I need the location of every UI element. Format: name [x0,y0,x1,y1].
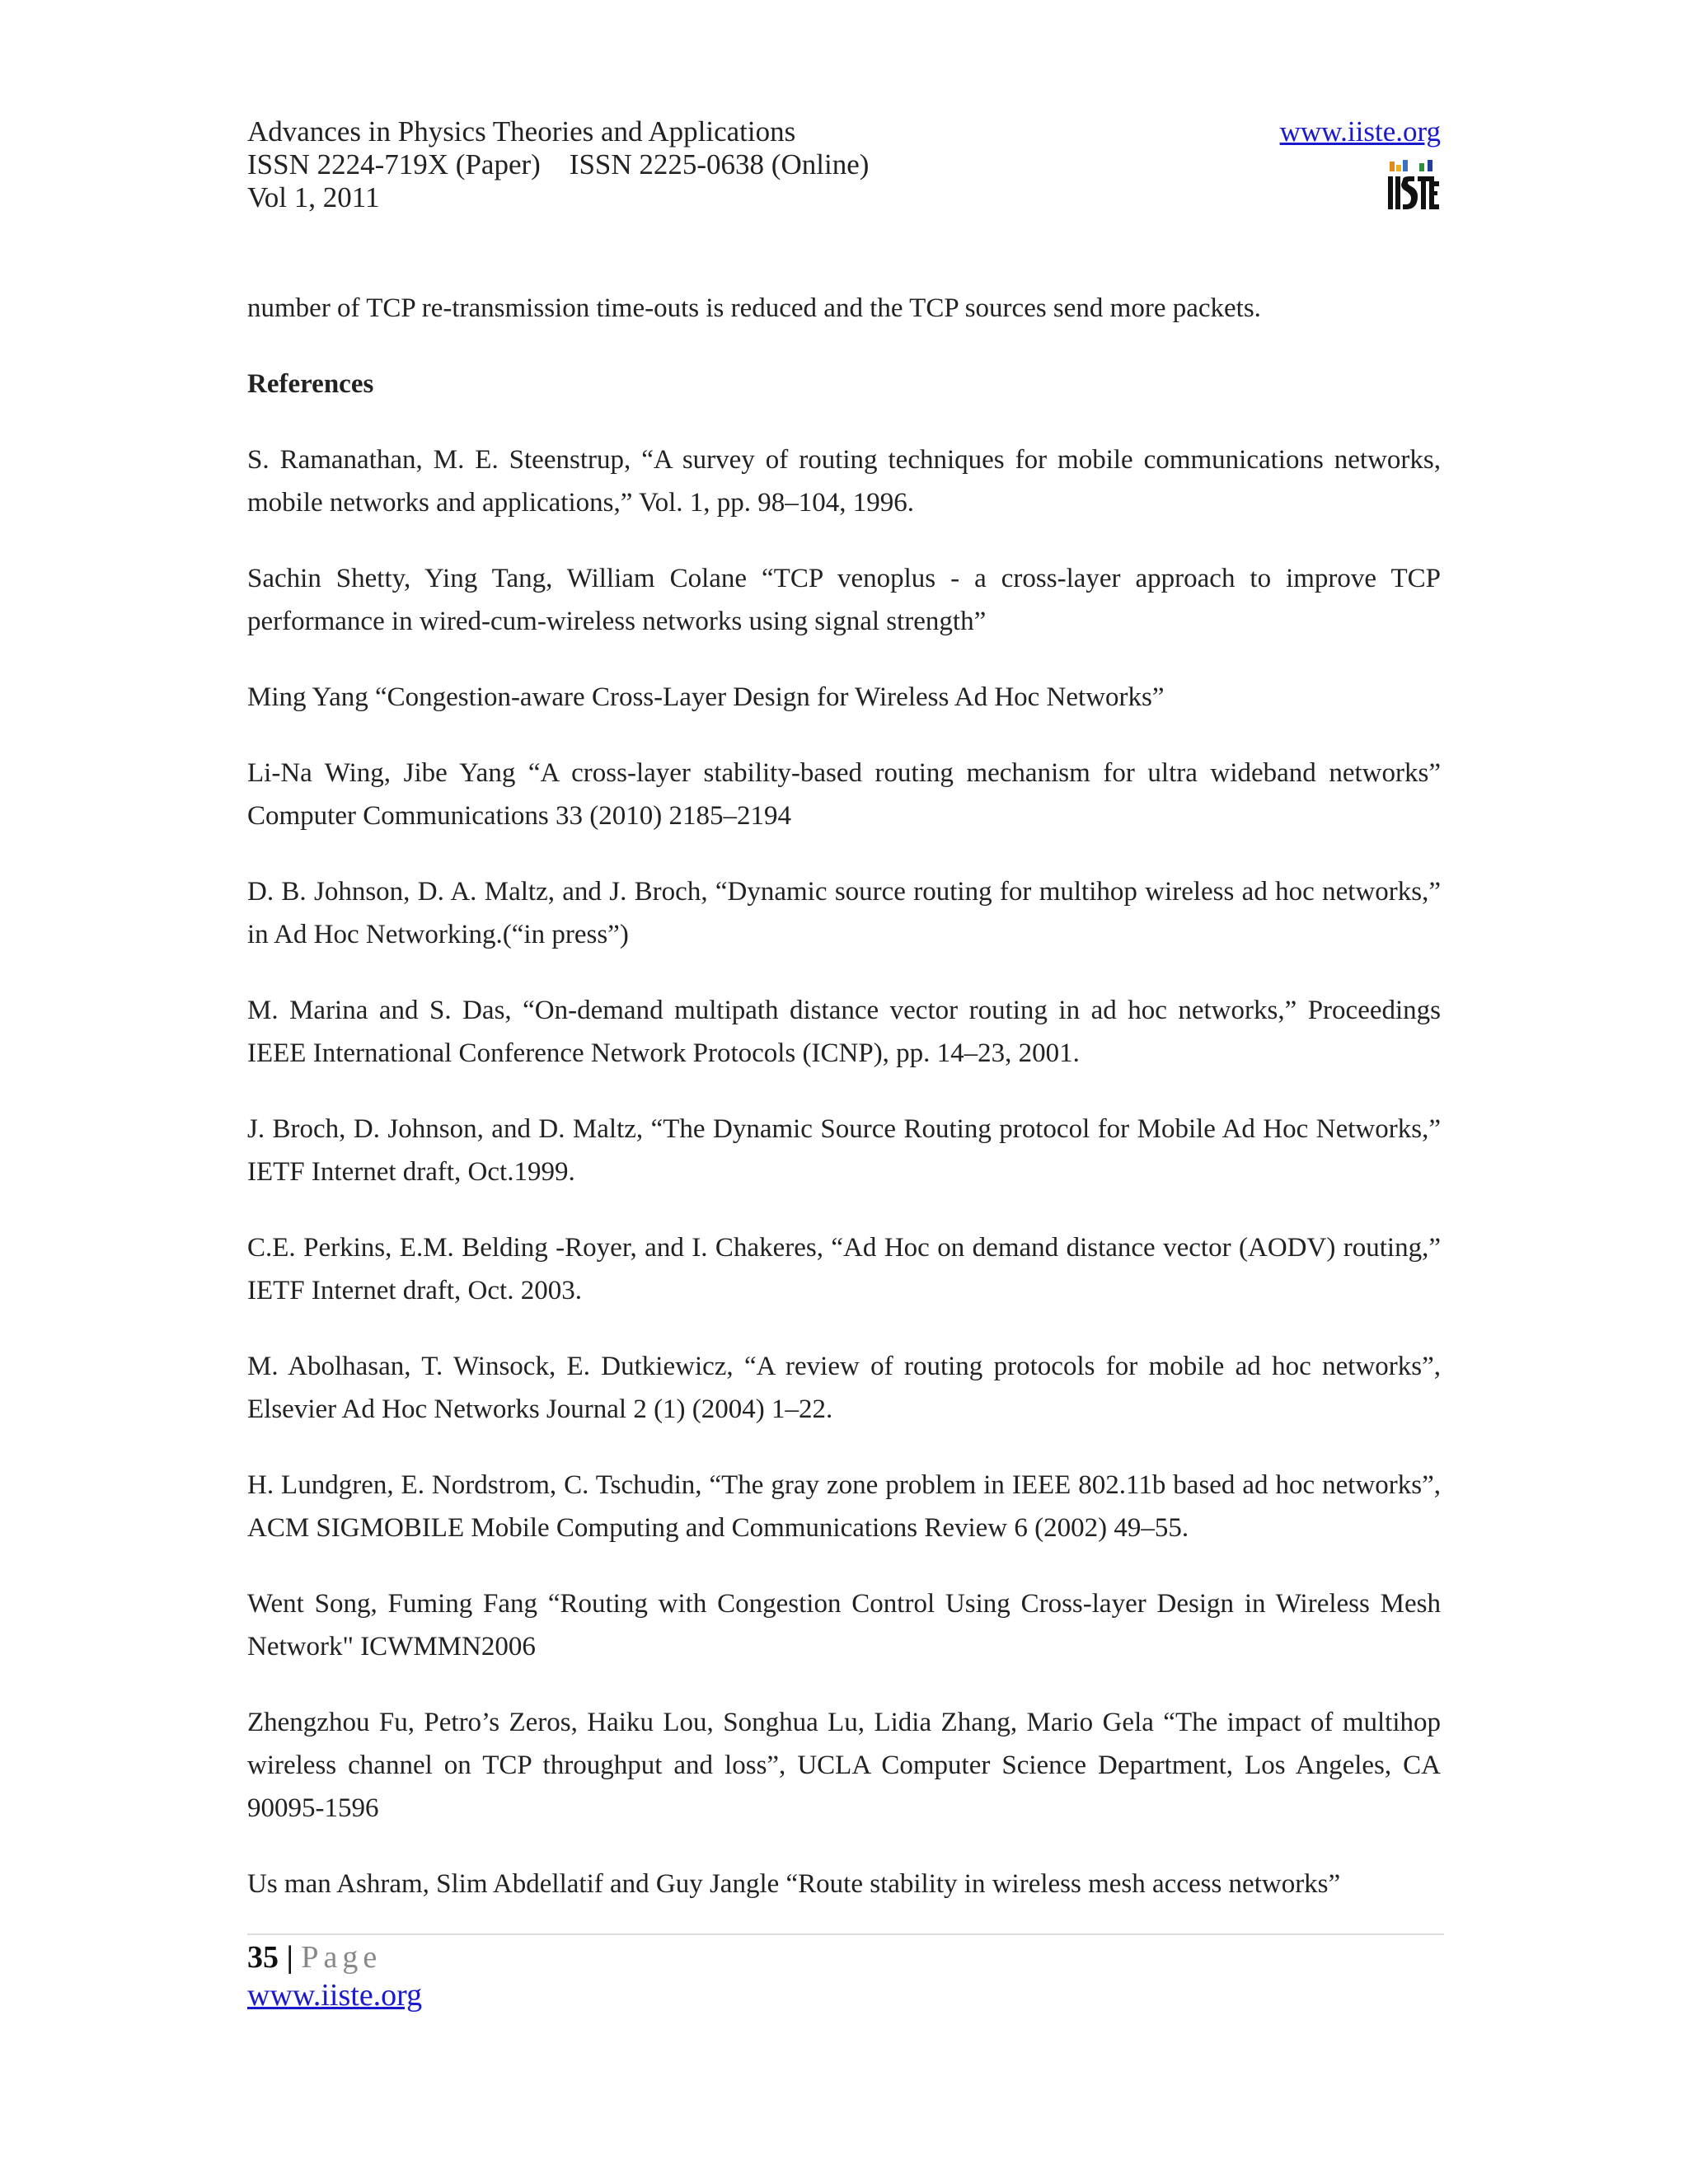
reference-item: C.E. Perkins, E.M. Belding -Royer, and I. Chakeres, “Ad Hoc on demand distance vector (AODV) routing,” IETF Internet draft, Oct. 2003. [247,1233,1441,1305]
page-number: 35 [247,1940,279,1975]
journal-title: Advances in Physics Theories and Applications [247,115,796,148]
page-separator: | [286,1940,293,1975]
reference-item: M. Marina and S. Das, “On-demand multipath distance vector routing in ad hoc networks,” Proceedings IEEE International Conference Network Protocols (ICNP), pp. 14–23, 2001. [247,996,1441,1068]
references-heading: References [247,369,374,399]
page-content [247,287,1441,1938]
reference-item: M. Abolhasan, T. Winsock, E. Dutkiewicz, “A review of routing protocols for mobile ad hoc networks”, Elsevier Ad Hoc Networks Journal 2 (1) (2004) 1–22. [247,1352,1441,1424]
page-label: Page [301,1940,382,1975]
reference-list [247,438,1441,1905]
reference-item: Went Song, Fuming Fang “Routing with Congestion Control Using Cross-layer Design in Wireless Mesh Network" ICWMMN2006 [247,1589,1441,1661]
issn-line: ISSN 2224-719X (Paper) ISSN 2225-0638 (Online) [247,148,870,180]
reference-item: Li-Na Wing, Jibe Yang “A cross-layer stability-based routing mechanism for ultra wideband networks” Computer Communications 33 (2010) 2185–2194 [247,758,1441,831]
volume-line: Vol 1, 2011 [247,181,380,213]
journal-info [247,115,869,214]
intro-paragraph: number of TCP re-transmission time-outs is reduced and the TCP sources send more packets. [247,293,1261,323]
reference-item: S. Ramanathan, M. E. Steenstrup, “A survey of routing techniques for mobile communications networks, mobile networks and applications,” Vol. 1, pp. 98–104, 1996. [247,445,1441,518]
reference-item: Zhengzhou Fu, Petro’s Zeros, Haiku Lou, Songhua Lu, Lidia Zhang, Mario Gela “The impact of multihop wireless channel on TCP throughput and loss”, UCLA Computer Science Department, Los Angeles, CA 90095-1596 [247,1708,1441,1823]
reference-item: Us man Ashram, Slim Abdellatif and Guy Jangle “Route stability in wireless mesh access networks” [247,1869,1341,1899]
reference-item: Ming Yang “Congestion-aware Cross-Layer Design for Wireless Ad Hoc Networks” [247,682,1165,712]
footer-website-link[interactable]: www.iiste.org [247,1978,423,2013]
page-number-line [247,1938,422,1976]
iiste-logo-icon [1386,158,1441,213]
page-footer [247,1938,422,2014]
reference-item: Sachin Shetty, Ying Tang, William Colane “TCP venoplus - a cross-layer approach to improve TCP performance in wired-cum-wireless networks using signal strength” [247,564,1441,636]
reference-item: J. Broch, D. Johnson, and D. Maltz, “The Dynamic Source Routing protocol for Mobile Ad Hoc Networks,” IETF Internet draft, Oct.1999. [247,1114,1441,1187]
reference-item: H. Lundgren, E. Nordstrom, C. Tschudin, “The gray zone problem in IEEE 802.11b based ad hoc networks”, ACM SIGMOBILE Mobile Computing and Communications Review 6 (2002) 49–55. [247,1470,1441,1543]
reference-item: D. B. Johnson, D. A. Maltz, and J. Broch, “Dynamic source routing for multihop wireless ad hoc networks,” in Ad Hoc Networking.(“in press”) [247,877,1441,949]
header-website-link[interactable]: www.iiste.org [1279,115,1441,148]
footer-divider [247,1933,1444,1935]
page-header [247,115,1441,223]
